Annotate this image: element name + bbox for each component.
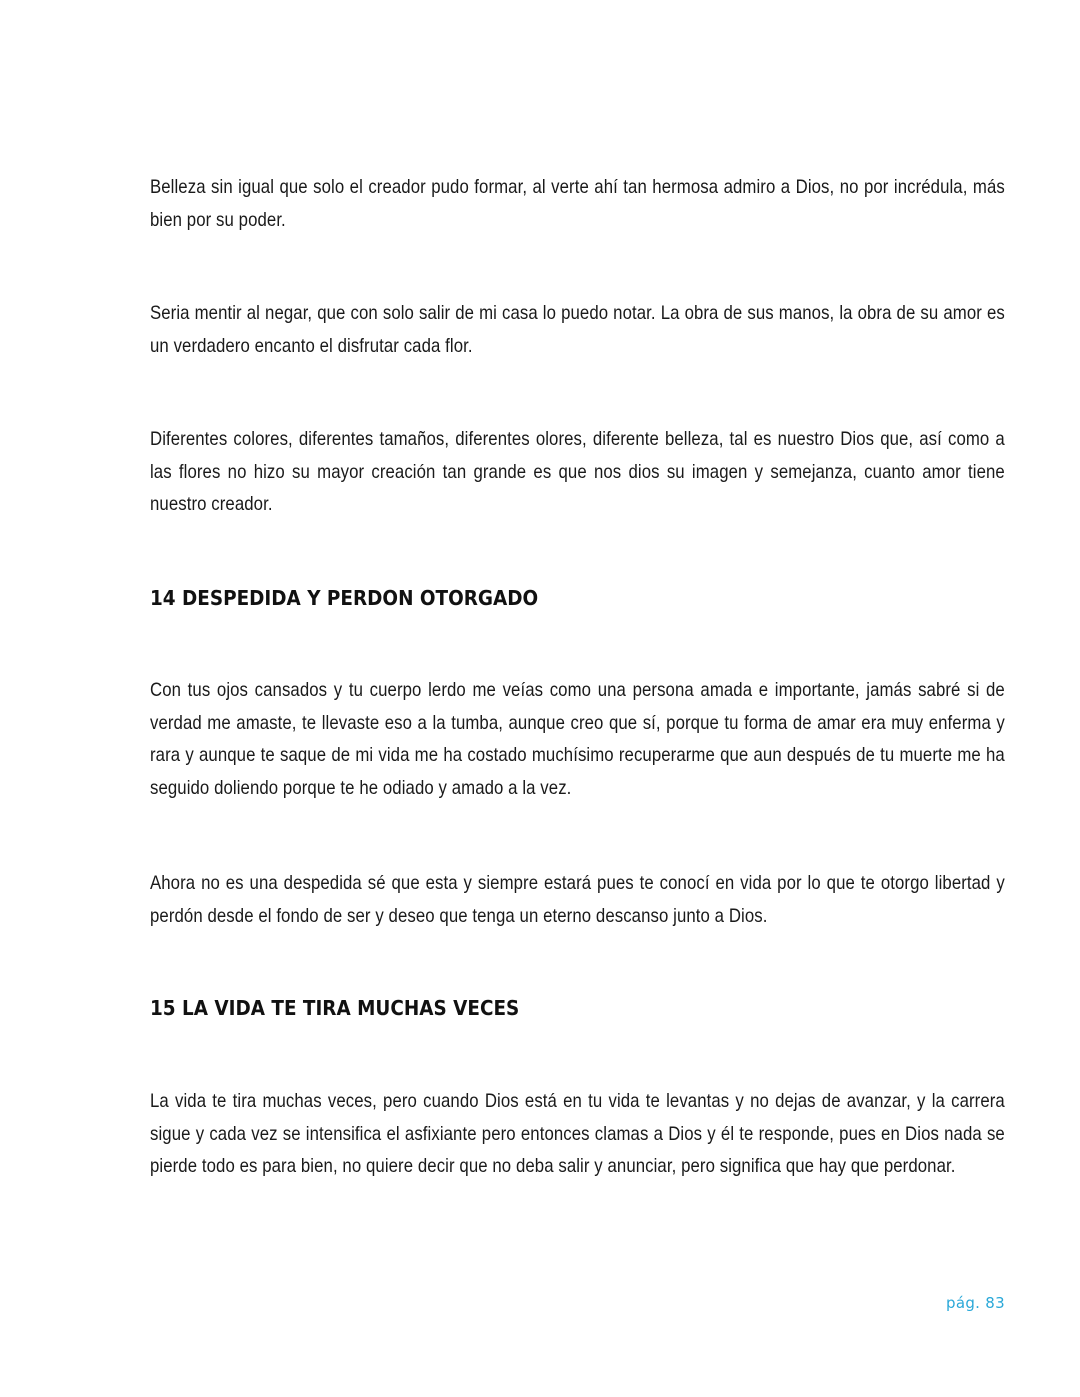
section-heading-14 xyxy=(150,585,1005,611)
paragraph-text: Con tus ojos cansados y tu cuerpo lerdo me veías como una persona amada e importante, jamás sabré si de verdad me amaste, te llevaste eso a la tumba, aunque creo que sí, porque tu forma de amar era muy enferma y rara y aunque te saque de mi vida me ha costado muchísimo recuperarme que aun después de tu muerte me ha seguido doliendo porque te he odiado y amado a la vez. xyxy=(150,679,1005,799)
paragraph-text: La vida te tira muchas veces, pero cuando Dios está en tu vida te levantas y no dejas de avanzar, y la carrera sigue y cada vez se intensifica el asfixiante pero entonces clamas a Dios y él te responde, pues en Dios nada se pierde todo es para bien, no quiere decir que no deba salir y anunciar, pero significa que hay que perdonar. xyxy=(150,1090,1005,1177)
paragraph-ahora-no-es xyxy=(150,867,1005,932)
paragraph-ojos-cansados xyxy=(150,674,1005,804)
page-number: pág. 83 xyxy=(946,1294,1005,1312)
paragraph-text: Ahora no es una despedida sé que esta y siempre estará pues te conocí en vida por lo que te otorgo libertad y perdón desde el fondo de ser y deseo que tenga un eterno descanso junto a Dios. xyxy=(150,872,1005,927)
paragraph-la-vida xyxy=(150,1085,1005,1183)
paragraph-text: Diferentes colores, diferentes tamaños, diferentes olores, diferente belleza, tal es nuestro Dios que, así como a las flores no hizo su mayor creación tan grande es que nos dios su imagen y semejanza, cuanto amor tiene nuestro creador. xyxy=(150,428,1005,515)
heading-text: 15 LA VIDA TE TIRA MUCHAS VECES xyxy=(150,996,520,1020)
paragraph-text: Seria mentir al negar, que con solo salir de mi casa lo puedo notar. La obra de sus manos, la obra de su amor es un verdadero encanto el disfrutar cada flor. xyxy=(150,302,1005,357)
paragraph-text: Belleza sin igual que solo el creador pudo formar, al verte ahí tan hermosa admiro a Dios, no por incrédula, más bien por su poder. xyxy=(150,176,1005,231)
paragraph-belleza xyxy=(150,171,1005,236)
paragraph-seria-mentir xyxy=(150,297,1005,362)
heading-text: 14 DESPEDIDA Y PERDON OTORGADO xyxy=(150,586,539,610)
section-heading-15 xyxy=(150,995,1005,1021)
paragraph-diferentes-colores xyxy=(150,423,1005,521)
